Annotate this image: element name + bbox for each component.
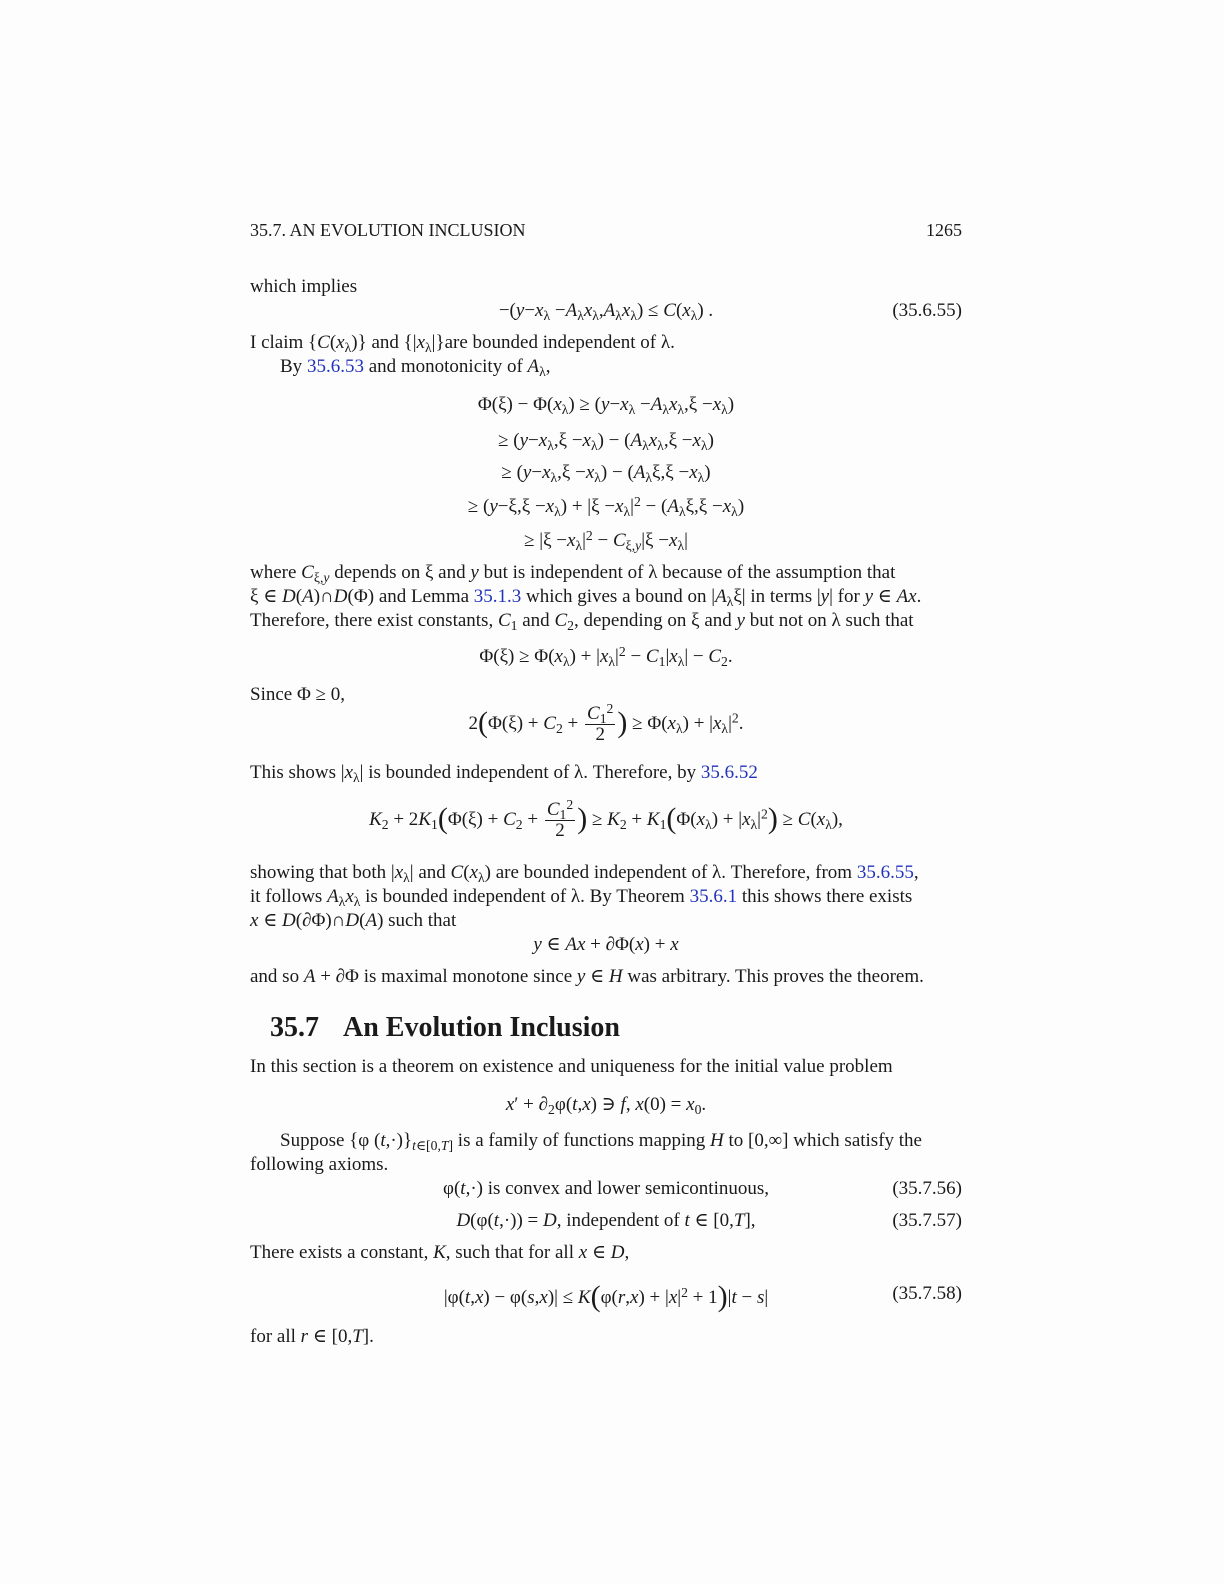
running-title: 35.7. AN EVOLUTION INCLUSION [250, 220, 526, 240]
ref-35-6-55[interactable]: 35.6.55 [856, 862, 914, 883]
paragraph-follows: it follows $A_\lambda x_\lambda$ is bounded independent of λ. By Theorem 35.6.1 this shows there exists [250, 886, 913, 910]
text-which-implies: which implies [250, 276, 358, 297]
equation-number-35-7-56: (35.7.56) [892, 1178, 962, 1199]
axiom-35-7-56: φ(t,·) is convex and lower semicontinuous, [443, 1178, 769, 1199]
equation-y-in: y ∈ Ax + ∂Φ(x) + x [533, 934, 679, 955]
equation-35-7-58: $|\varphi(t,x) - \varphi(s,x)| \le K(\varphi(r,x) + |x|^2 + 1)|t - s|$ [443, 1280, 769, 1313]
running-header [250, 220, 525, 241]
section-title: An Evolution Inclusion [343, 1012, 620, 1043]
equation-phi-bound: $\Phi(\xi) \ge \Phi(x_\lambda) + |x_\lambda|^2 - C_1|x_\lambda| - C_2$. [479, 643, 733, 670]
equation-number-35-6-55: (35.6.55) [892, 300, 962, 321]
paragraph-x-in: x ∈ D(∂Φ)∩D(A) such that [250, 910, 457, 931]
paragraph-by: By 35.6.53 and monotonicity of $A_\lambda$, [280, 356, 551, 380]
text-following: following axioms. [250, 1154, 389, 1175]
equation-number-35-7-57: (35.7.57) [892, 1210, 962, 1231]
paragraph-showing: showing that both $|x_\lambda|$ and $C(x_\lambda)$ are bounded independent of λ. Therefore, from 35.6.55, [250, 862, 919, 886]
paragraph-therefore: Therefore, there exist constants, $C_1$ and $C_2$, depending on ξ and y but not on λ such that [250, 610, 914, 634]
ref-35-1-3[interactable]: 35.1.3 [473, 586, 522, 607]
axiom-35-7-57: D(φ(t,·)) = D, independent of t ∈ [0,T], [456, 1210, 756, 1231]
paragraph-where: where $C_{\xi,y}$ depends on ξ and y but is independent of λ because of the assumption that [250, 562, 896, 586]
chain-line-2: ≥ $(y-x_\lambda,\xi -x_\lambda) - (A_\lambda x_\lambda,\xi -x_\lambda)$ [498, 430, 714, 454]
page-number: 1265 [926, 220, 962, 240]
chain-line-1: $\Phi(\xi) - \Phi(x_\lambda) \ge (y-x_\lambda -A_\lambda x_\lambda,\xi -x_\lambda)$ [477, 394, 735, 418]
paragraph-exists: There exists a constant, K, such that for all x ∈ D, [250, 1242, 630, 1263]
paragraph-xi: ξ ∈ D(A)∩D(Φ) and Lemma 35.1.3 which gives a bound on $|A_\lambda\xi|$ in terms |y| for y ∈ Ax. [250, 586, 922, 610]
paragraph-intro: In this section is a theorem on existence and uniqueness for the initial value problem [250, 1056, 893, 1077]
equation-35-6-55: $-(y-x_\lambda -A_\lambda x_\lambda,A_\lambda x_\lambda) \le C(x_\lambda)$ . [498, 300, 714, 324]
ref-35-6-53[interactable]: 35.6.53 [306, 356, 364, 377]
equation-ivp: $x' + \partial_2\varphi(t,x)$ ∋ f, $x(0) = x_0$. [505, 1094, 707, 1118]
equation-k-bound: $K_2 + 2K_1(\Phi(\xi) + C_2$ + $\frac{C_1^2}{2}$ ) ≥ $K_2 + K_1(\Phi(x_\lambda) + |x_\lambda|^2) \ge C(x_\lambda)$, [369, 796, 843, 841]
text-for-all: for all r ∈ [0,T]. [250, 1326, 374, 1347]
ref-35-6-52[interactable]: 35.6.52 [700, 762, 758, 783]
equation-since: $2(\Phi(\xi) + C_2$ + $\frac{C_1^2}{2}$ ) ≥ $\Phi(x_\lambda) + |x_\lambda|^2$. [468, 700, 744, 745]
paragraph-and-so: and so A + ∂Φ is maximal monotone since y ∈ H was arbitrary. This proves the theorem. [250, 966, 924, 987]
equation-number-35-7-58: (35.7.58) [892, 1283, 962, 1304]
section-heading [270, 1012, 620, 1044]
chain-line-3: ≥ $(y-x_\lambda,\xi -x_\lambda) - (A_\lambda\xi,\xi -x_\lambda)$ [501, 462, 711, 486]
text-since: Since Φ ≥ 0, [250, 684, 346, 705]
ref-35-6-1[interactable]: 35.6.1 [689, 886, 738, 907]
paragraph-suppose: Suppose {φ $(t,\cdot)\}_{t\in[0,T]}$ is a family of functions mapping H to [0,∞] which satisfy the [280, 1130, 922, 1154]
chain-line-5: ≥ $|\xi -x_\lambda|^2 - C_{\xi,y}|\xi -x_\lambda|$ [524, 527, 688, 554]
section-number: 35.7 [270, 1012, 319, 1043]
chain-line-4: ≥ $(y-\xi,\xi -x_\lambda) + |\xi -x_\lambda|^2 - (A_\lambda\xi,\xi -x_\lambda)$ [467, 493, 745, 520]
paragraph-claim: I claim $\{C(x_\lambda)\}$ and $\{|x_\lambda|\}are$ bounded independent of λ. [250, 332, 675, 356]
paragraph-shows: This shows $|x_\lambda|$ is bounded independent of λ. Therefore, by 35.6.52 [250, 762, 758, 786]
